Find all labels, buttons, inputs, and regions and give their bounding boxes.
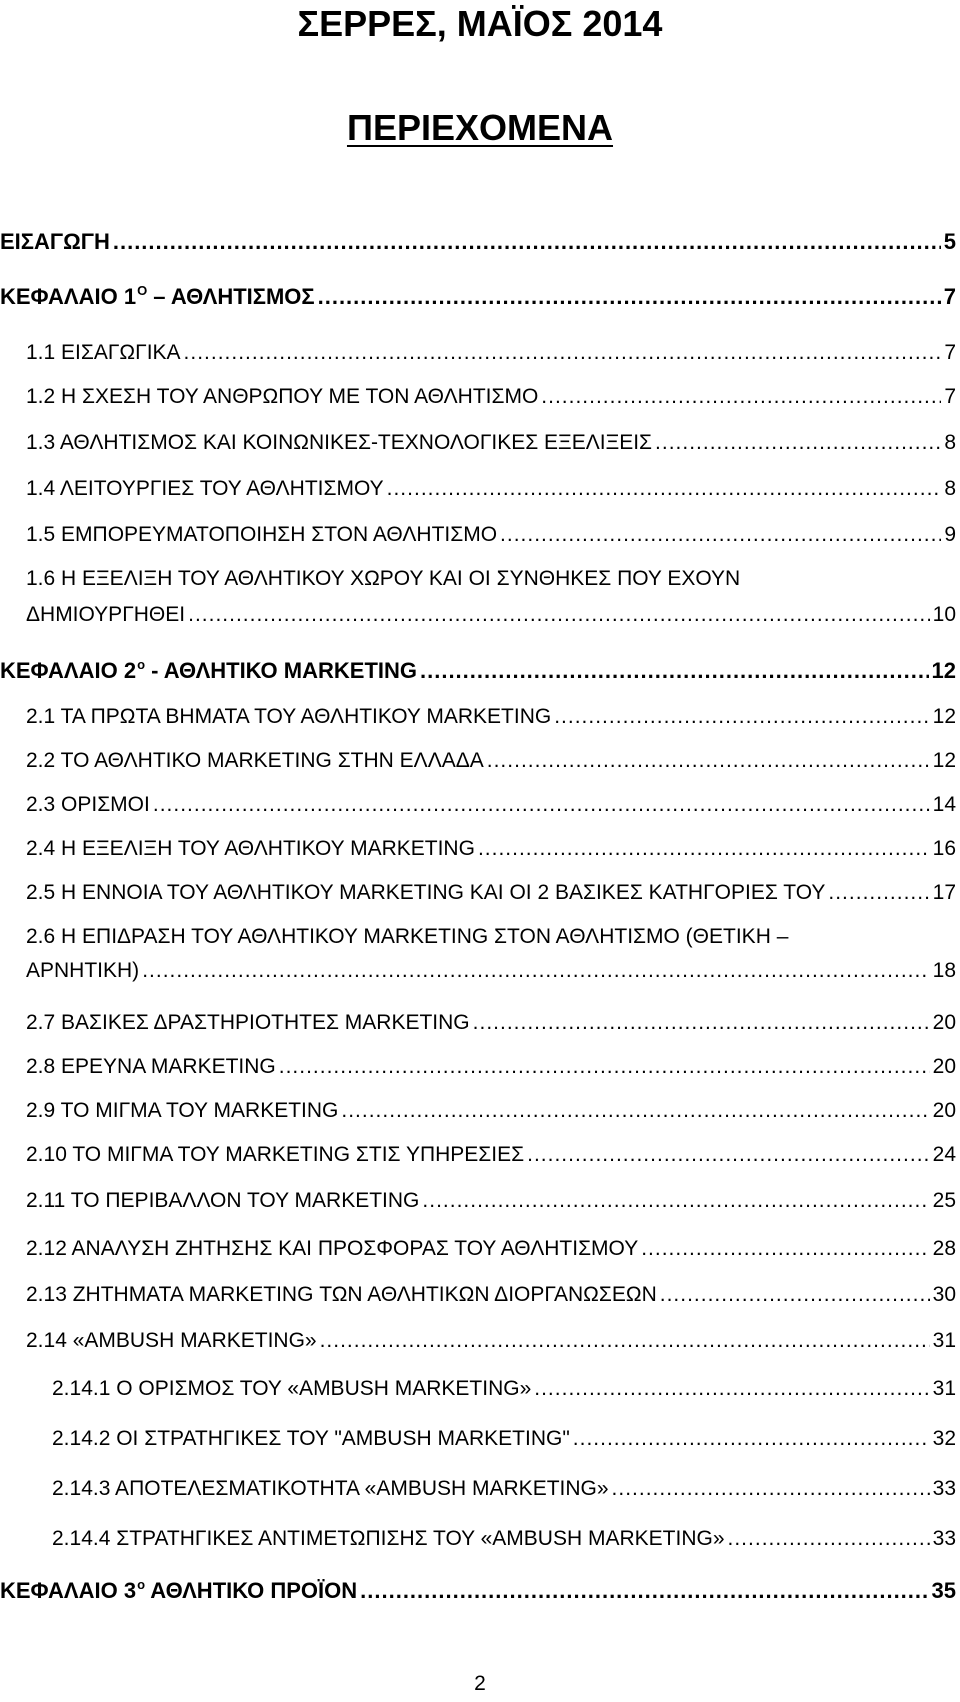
toc-entry-title: 2.9 ΤΟ ΜΙΓΜΑ ΤΟΥ MARKETING [26,1099,339,1122]
toc-entry-title: 2.5 Η ΕΝΝΟΙΑ ΤΟΥ ΑΘΛΗΤΙΚΟΥ MARKETING ΚΑΙ ΟΙ 2 ΒΑΣΙΚΕΣ ΚΑΤΗΓΟΡΙΕΣ ΤΟΥ [26,881,826,904]
toc-entry-2-14-2[interactable] [52,1424,956,1454]
toc-entry-title: 1.1 ΕΙΣΑΓΩΓΙΚΑ [26,341,181,364]
toc-entry-page: 33 [932,1527,956,1550]
toc-entry-page: 31 [932,1377,956,1400]
toc-entry-title: 2.12 ΑΝΑΛΥΣΗ ΖΗΤΗΣΗΣ ΚΑΙ ΠΡΟΣΦΟΡΑΣ ΤΟΥ ΑΘΛΗΤΙΣΜΟΥ [26,1237,639,1260]
toc-dot-leader [360,1576,928,1606]
toc-entry-title: 2.14.3 ΑΠΟΤΕΛΕΣΜΑΤΙΚΟΤΗΤΑ «AMBUSH MARKETING» [52,1477,609,1500]
toc-entry-superscript: ο [137,657,146,672]
toc-entry-1-3[interactable] [26,428,956,458]
toc-entry-title: 2.11 ΤΟ ΠΕΡΙΒΑΛΛΟΝ ΤΟΥ MARKETING [26,1189,420,1212]
toc-entry-page: 7 [944,341,956,364]
toc-entry-page: 24 [932,1143,956,1166]
toc-entry-superscript: Ο [137,283,148,298]
toc-entry-title: ΚΕΦΑΛΑΙΟ $3^o$ ΑΘΛΗΤΙΚΟ ΠΡΟΪΟΝ [0,1577,358,1603]
toc-entry-title: 2.10 ΤΟ ΜΙΓΜΑ ΤΟΥ MARKETING ΣΤΙΣ ΥΠΗΡΕΣΙΕΣ [26,1143,525,1166]
toc-entry-page: 16 [932,837,956,860]
toc-entry-1-5[interactable] [26,520,956,550]
toc-entry-2-5[interactable] [26,878,956,908]
toc-dot-leader [113,227,941,257]
toc-dot-leader [153,790,930,820]
toc-entry-2-14-3[interactable] [52,1474,956,1504]
toc-entry-title-line-2: ΔΗΜΙΟΥΡΓΗΘΕΙ [26,603,186,626]
toc-entry-2-9[interactable] [26,1096,956,1126]
toc-entry-2-11[interactable] [26,1186,956,1216]
toc-entry-title: 2.7 ΒΑΣΙΚΕΣ ΔΡΑΣΤΗΡΙΟΤΗΤΕΣ MARKETING [26,1011,470,1034]
toc-entry-title: 1.3 ΑΘΛΗΤΙΣΜΟΣ ΚΑΙ ΚΟΙΝΩΝΙΚΕΣ-ΤΕΧΝΟΛΟΓΙΚΕΣ ΕΞΕΛΙΞΕΙΣ [26,431,653,454]
toc-dot-leader [541,382,941,412]
toc-entry-title: 2.8 ΕΡΕΥΝΑ MARKETING [26,1055,276,1078]
toc-entry-page: 7 [943,284,956,309]
toc-entry-page: 33 [932,1477,956,1500]
toc-dot-leader [828,878,929,908]
toc-dot-leader [478,834,930,864]
toc-entry-title: ΚΕΦΑΛΑΙΟ $1^O$ – ΑΘΛΗΤΙΣΜΟΣ [0,283,315,309]
toc-entry-page: 8 [944,431,956,454]
toc-entry-page: 10 [932,603,956,626]
toc-entry-page: 17 [932,881,956,904]
toc-entry-2-14[interactable] [26,1326,956,1356]
toc-entry-title: 2.14.2 ΟΙ ΣΤΡΑΤΗΓΙΚΕΣ ΤΟΥ "AMBUSH MARKETING" [52,1427,570,1450]
toc-dot-leader [554,702,929,732]
toc-entry-title: 2.4 Η ΕΞΕΛΙΞΗ ΤΟΥ ΑΘΛΗΤΙΚΟΥ MARKETING [26,837,475,860]
toc-entry-superscript: ο [137,1577,146,1592]
toc-entry-2-14-1[interactable] [52,1374,956,1404]
toc-dot-leader [473,1008,930,1038]
toc-entry-page: 7 [944,385,956,408]
toc-dot-leader [341,1096,929,1126]
toc-dot-leader [422,1186,929,1216]
toc-dot-leader [318,282,941,312]
toc-entry-title: 2.13 ΖΗΤΗΜΑΤΑ MARKETING ΤΩΝ ΑΘΛΗΤΙΚΩΝ ΔΙΟΡΓΑΝΩΣΕΩΝ [26,1283,657,1306]
toc-entry-title: 2.3 ΟΡΙΣΜΟΙ [26,793,150,816]
toc-entry-2-12[interactable] [26,1234,956,1264]
toc-dot-leader [188,600,930,630]
toc-entry-page: 35 [931,1578,956,1603]
toc-entry-page: 12 [932,705,956,728]
toc-dot-leader [660,1280,930,1310]
toc-entry-2-14-4[interactable] [52,1524,956,1554]
toc-entry-page: 9 [944,523,956,546]
toc-dot-leader [534,1374,929,1404]
toc-dot-leader [487,746,930,776]
page-number: 2 [474,1672,486,1695]
toc-entry-1-4[interactable] [26,474,956,504]
toc-entry-title: 2.14.4 ΣΤΡΑΤΗΓΙΚΕΣ ΑΝΤΙΜΕΤΩΠΙΣΗΣ ΤΟΥ «AMBUSH MARKETING» [52,1527,725,1550]
toc-entry-2-3[interactable] [26,790,956,820]
toc-entry-title: 2.1 ΤΑ ΠΡΩΤΑ ΒΗΜΑΤΑ ΤΟΥ ΑΘΛΗΤΙΚΟΥ MARKETING [26,705,552,728]
toc-entry-page: 18 [932,959,956,982]
toc-entry-2-4[interactable] [26,834,956,864]
toc-entry-page: 12 [931,658,956,683]
toc-entry-page: 32 [932,1427,956,1450]
toc-dot-leader [500,520,941,550]
toc-entry-title: 2.14 «AMBUSH MARKETING» [26,1329,317,1352]
toc-entry-page: 30 [932,1283,956,1306]
toc-entry-introduction[interactable] [0,227,956,257]
toc-entry-1-2[interactable] [26,382,956,412]
toc-entry-1-6[interactable] [26,564,956,630]
toc-dot-leader [641,1234,929,1264]
toc-dot-leader [279,1052,930,1082]
toc-entry-page: 5 [943,229,956,254]
location-date-heading: ΣΕΡΡΕΣ, ΜΑΪΟΣ 2014 [297,3,663,44]
toc-entry-title: ΚΕΦΑΛΑΙΟ $2^o$ - ΑΘΛΗΤΙΚΟ MARKETING [0,657,417,683]
toc-entry-2-6[interactable] [26,922,956,986]
toc-entry-title: 1.4 ΛΕΙΤΟΥΡΓΙΕΣ ΤΟΥ ΑΘΛΗΤΙΣΜΟΥ [26,477,384,500]
toc-entry-page: 31 [932,1329,956,1352]
toc-dot-leader [387,474,942,504]
toc-entry-title-line-1: 2.6 Η ΕΠΙΔΡΑΣΗ ΤΟΥ ΑΘΛΗΤΙΚΟΥ MARKETING ΣΤΟΝ ΑΘΛΗΤΙΣΜΟ (ΘΕΤΙΚΗ – [26,925,789,948]
toc-dot-leader [142,956,929,986]
toc-entry-page: 20 [932,1011,956,1034]
toc-entry-2-10[interactable] [26,1140,956,1170]
toc-entry-1-1[interactable] [26,338,956,368]
toc-entry-title-line-2: ΑΡΝΗΤΙΚΗ) [26,959,140,982]
toc-entry-page: 8 [944,477,956,500]
toc-entry-chapter-2[interactable] [0,656,956,686]
toc-entry-page: 28 [932,1237,956,1260]
toc-entry-2-13[interactable] [26,1280,956,1310]
toc-dot-leader [612,1474,930,1504]
toc-entry-2-8[interactable] [26,1052,956,1082]
toc-entry-title: 2.14.1 Ο ΟΡΙΣΜΟΣ ΤΟΥ «AMBUSH MARKETING» [52,1377,532,1400]
toc-entry-2-1[interactable] [26,702,956,732]
toc-entry-title: 2.2 ΤΟ ΑΘΛΗΤΙΚΟ MARKETING ΣΤΗΝ ΕΛΛΑΔΑ [26,749,484,772]
toc-entry-title: ΕΙΣΑΓΩΓΗ [0,229,110,254]
toc-entry-page: 20 [932,1099,956,1122]
toc-dot-leader [420,656,929,686]
toc-entry-title: 1.5 ΕΜΠΟΡΕΥΜΑΤΟΠΟΙΗΣΗ ΣΤΟΝ ΑΘΛΗΤΙΣΜΟ [26,523,498,546]
toc-entry-2-2[interactable] [26,746,956,776]
toc-dot-leader [655,428,941,458]
toc-entry-title: 1.2 Η ΣΧΕΣΗ ΤΟΥ ΑΝΘΡΩΠΟΥ ΜΕ ΤΟΝ ΑΘΛΗΤΙΣΜΟ [26,385,539,408]
toc-dot-leader [573,1424,930,1454]
toc-dot-leader [320,1326,930,1356]
toc-dot-leader [527,1140,930,1170]
toc-entry-2-7[interactable] [26,1008,956,1038]
toc-entry-page: 20 [932,1055,956,1078]
toc-entry-chapter-3[interactable] [0,1576,956,1606]
toc-entry-page: 25 [932,1189,956,1212]
toc-entry-title-line-1: 1.6 Η ΕΞΕΛΙΞΗ ΤΟΥ ΑΘΛΗΤΙΚΟΥ ΧΩΡΟΥ ΚΑΙ ΟΙ ΣΥΝΘΗΚΕΣ ΠΟΥ ΕΧΟΥΝ [26,567,741,590]
toc-heading: ΠΕΡΙΕΧΟΜΕΝΑ [346,107,614,148]
toc-dot-leader [728,1524,930,1554]
toc-entry-chapter-1[interactable] [0,282,956,312]
toc-entry-page: 14 [932,793,956,816]
toc-dot-leader [184,338,942,368]
toc-entry-page: 12 [932,749,956,772]
